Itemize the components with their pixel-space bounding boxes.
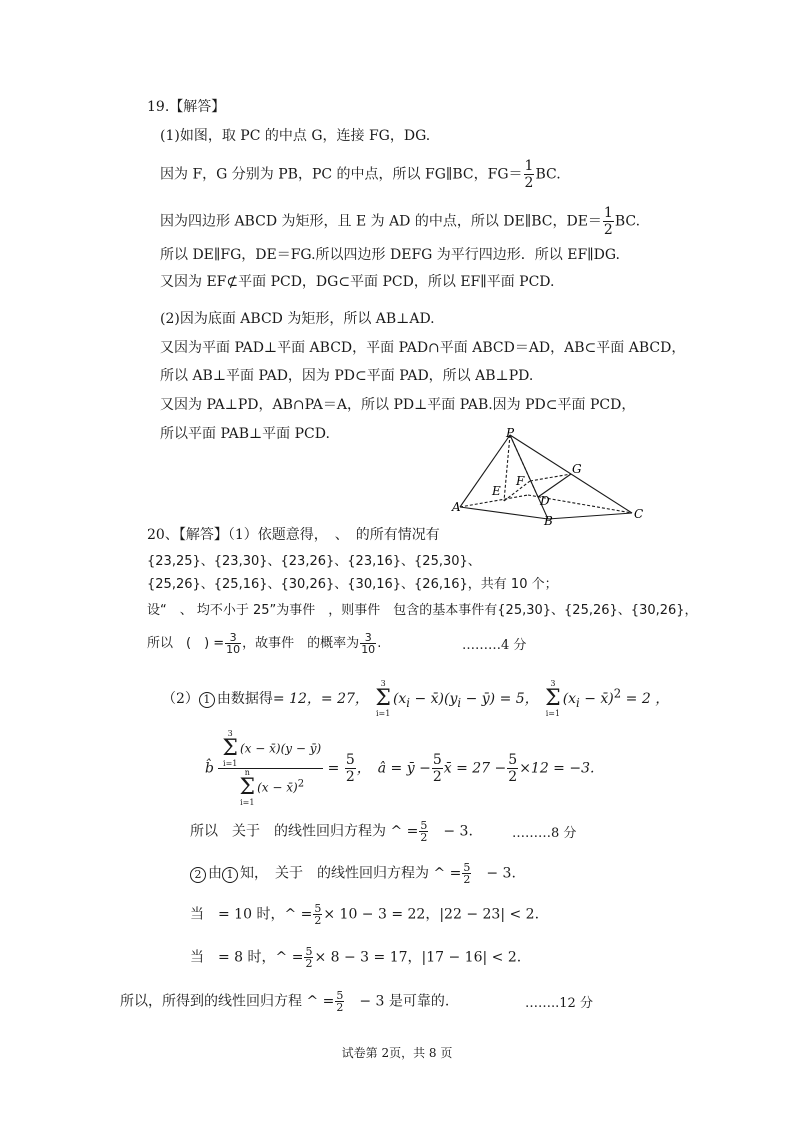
frac-3-10: $\frac{3}{10}$ [226, 631, 241, 656]
label-F: F [516, 474, 525, 488]
frac-5-2: $\frac{5}{2}$ [345, 752, 355, 785]
frac-5-2: $\frac{5}{2}$ [432, 752, 442, 785]
q19-line-2-end: BC. [535, 166, 561, 183]
q19-line-4: 所以 DE∥FG，DE＝FG.所以四边形 DEFG 为平行四边形．所以 EF∥DG. [160, 247, 621, 263]
frac-5-2: $\frac{5}{2}$ [508, 752, 518, 785]
pyramid-figure [448, 425, 658, 525]
score-8: ………8 分 [512, 826, 577, 841]
prob-lhs: 所以 ( ) = [147, 636, 225, 651]
label-D: D [540, 494, 550, 508]
half-fraction: $\frac{1}{2}$ [524, 158, 534, 191]
label-C: C [634, 507, 644, 521]
half-fraction: $\frac{1}{2}$ [603, 205, 613, 238]
circled-1: 1 [222, 867, 238, 883]
q20-line-2: {23,25}、{23,30}、{23,26}、{23,16}、{25,30}、 [147, 554, 481, 569]
sum-symbol: 3 Σ i=1 [375, 679, 391, 718]
q20-part2-line-1: （2） 1 由数据得= 12，= 27， 3 Σ $i=1(x_i$ − $x̄)(y_i$ − ȳ) = 5， 3 Σ $i=1(x_i$ − x̄)$^2$ = 2 ， [162, 679, 670, 718]
frac-5-2: $\frac{5}{2}$ [314, 902, 322, 927]
frac-5-2: $\frac{5}{2}$ [463, 861, 471, 886]
b-hat: b̂ [205, 760, 214, 777]
frac-3-10: $\frac{3}{10}$ [361, 631, 376, 656]
q20-line-4: 设“ 、 均不小于 25”为事件 ，则事件 包含的基本事件有{25,30}、{25,26}、{30,26}， [147, 603, 698, 618]
q20-bhat-line: b̂ 3 Σ i=1(x − x̄)(y − ȳ) n Σ i=1(x − x̄)$^2$ = $\frac{5}{2}$ ， â = ȳ − $\frac{5}{2}$ x̄ = 27 − $\frac{5}{2}$ ×12 = −3. [205, 729, 595, 807]
label-G: G [572, 462, 582, 476]
q20-reg-line-1: 所以 关于 的线性回归方程为 ^ = $\frac{5}{2}$ − 3. [190, 819, 473, 844]
q20-x10-line: 当 = 10 时，^ = $\frac{5}{2}$ × 10 − 3 = 22，|22 − 23| < 2. [190, 902, 540, 927]
label-E: E [492, 484, 501, 498]
frac-5-2: $\frac{5}{2}$ [420, 819, 428, 844]
frac-5-2: $\frac{5}{2}$ [336, 989, 344, 1014]
q19-line-10: 所以平面 PAB⊥平面 PCD. [160, 426, 330, 442]
q20-x8-line: 当 = 8 时，^ = $\frac{5}{2}$ × 8 − 3 = 17，|17 − 16| < 2. [190, 945, 522, 970]
circled-2: 2 [190, 867, 206, 883]
score-12: ……..12 分 [525, 996, 593, 1011]
q19-line-5: 又因为 EF⊄平面 PCD，DG⊂平面 PCD，所以 EF∥平面 PCD. [160, 274, 555, 290]
bhat-fraction: 3 Σ i=1(x − x̄)(y − ȳ) n Σ i=1(x − x̄)$^2$ [218, 730, 323, 807]
q19-line-2-text: 因为 F，G 分别为 PB，PC 的中点，所以 FG∥BC，FG＝ [160, 166, 523, 183]
q19-line-9: 又因为 PA⊥PD，AB∩PA＝A，所以 PD⊥平面 PAB.因为 PD⊂平面 PCD， [160, 397, 636, 413]
q20-line-3: {25,26}、{25,16}、{30,26}、{30,16}、{26,16}，共有 10 个； [147, 577, 558, 592]
page-footer: 试卷第 2页，共 8 页 [341, 1046, 453, 1060]
q19-line-6: (2)因为底面 ABCD 为矩形，所以 AB⊥AD. [160, 311, 435, 327]
label-P: P [506, 426, 515, 440]
q19-line-3-end: BC. [614, 213, 641, 230]
q20-header: 20、【解答】（1）依题意得， 、 的所有情况有 [147, 527, 440, 543]
label-A: A [452, 500, 461, 514]
q20-line-5: 所以 ( ) = $\frac{3}{10}$ ，故事件 的概率为 $\frac{3}{10}$ . [147, 631, 382, 656]
sum-symbol: 3 Σ i=1 [545, 679, 561, 718]
q19-line-7: 又因为平面 PAD⊥平面 ABCD，平面 PAD∩平面 ABCD＝AD，AB⊂平面 ABCD， [160, 340, 686, 356]
q19-line-2 [160, 158, 561, 191]
q19-line-1: (1)如图，取 PC 的中点 G，连接 FG，DG. [160, 128, 431, 144]
prob-text: ，故事件 的概率为 [242, 636, 360, 651]
frac-5-2: $\frac{5}{2}$ [305, 945, 313, 970]
q19-header: 19.【解答】 [147, 99, 226, 115]
label-B: B [544, 514, 553, 525]
circled-1: 1 [199, 692, 215, 708]
q20-final-line: 所以，所得到的线性回归方程 ^ = $\frac{5}{2}$ − 3 是可靠的. [120, 989, 450, 1014]
q20-reg-line-2: 2 由 1 知， 关于 的线性回归方程为 ^ = $\frac{5}{2}$ − 3. [190, 862, 516, 885]
q19-line-8: 所以 AB⊥平面 PAD，因为 PD⊂平面 PAD，所以 AB⊥PD. [160, 368, 534, 384]
score-4: ………4 分 [462, 638, 527, 653]
q19-line-3 [160, 205, 640, 238]
q19-line-3-text: 因为四边形 ABCD 为矩形，且 E 为 AD 的中点，所以 DE∥BC，DE＝ [160, 213, 602, 230]
